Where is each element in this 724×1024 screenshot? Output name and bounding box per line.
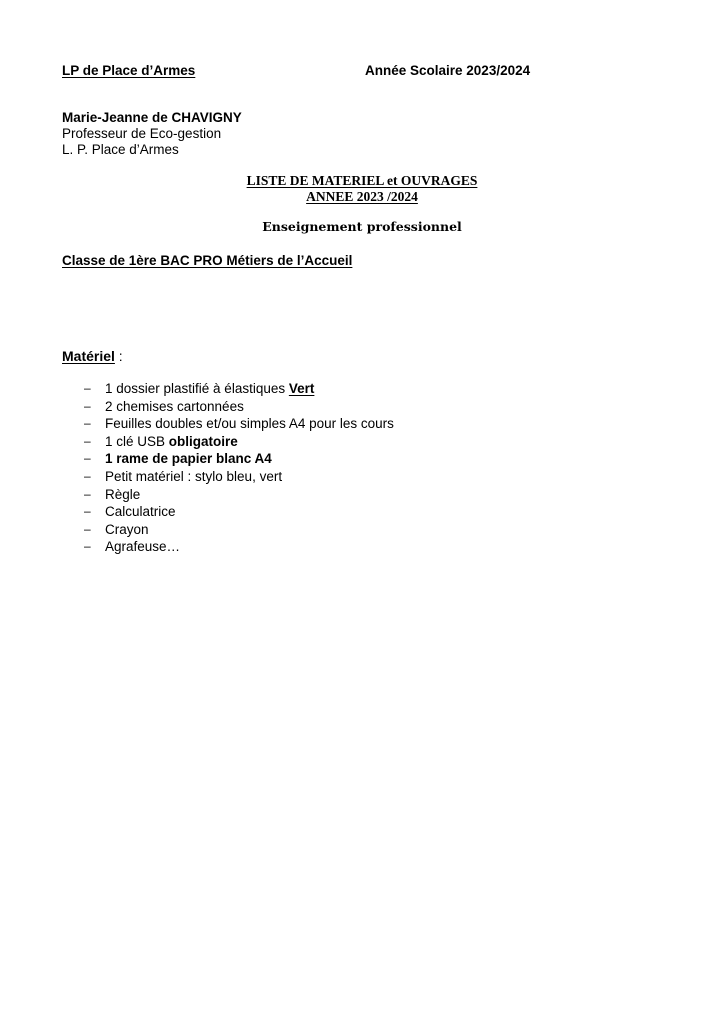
materiel-heading bbox=[62, 347, 123, 365]
document-subtitle-year: ANNEE 2023 /2024 bbox=[306, 189, 418, 204]
bullet-dash: – bbox=[84, 468, 91, 483]
class-line: Classe de 1ère BAC PRO Métiers de l’Accueil bbox=[62, 253, 353, 268]
bullet-dash: – bbox=[84, 433, 91, 448]
bullet-dash: – bbox=[84, 416, 91, 431]
list-item-text: 1 clé USB bbox=[105, 433, 169, 449]
list-item-emphasis: obligatoire bbox=[168, 433, 238, 449]
bullet-dash: – bbox=[84, 381, 91, 395]
author-name: Marie-Jeanne de CHAVIGNY bbox=[62, 110, 242, 125]
header-school: LP de Place d’Armes bbox=[62, 63, 196, 78]
list-item-text: Feuilles doubles et/ou simples A4 pour les cours bbox=[105, 416, 394, 432]
bullet-dash: – bbox=[84, 398, 91, 413]
list-item-text: 1 rame de papier blanc A4 bbox=[105, 451, 272, 467]
section-label: Enseignement professionnel bbox=[262, 219, 462, 234]
bullet-dash: – bbox=[84, 504, 91, 519]
materiel-heading-label: Matériel bbox=[62, 348, 115, 364]
bullet-dash: – bbox=[84, 521, 91, 536]
list-item-text: 1 dossier plastifié à élastiques bbox=[105, 381, 289, 396]
author-role: Professeur de Eco-gestion bbox=[62, 126, 222, 141]
list-item-text: Calculatrice bbox=[105, 504, 176, 520]
materiel-heading-colon: : bbox=[114, 348, 123, 364]
header-school-year: Année Scolaire 2023/2024 bbox=[365, 63, 531, 78]
bullet-dash: – bbox=[84, 486, 91, 501]
list-item-text: Petit matériel : stylo bleu, vert bbox=[105, 468, 283, 484]
list-item-text: 2 chemises cartonnées bbox=[105, 398, 244, 414]
list-item-text: Agrafeuse… bbox=[105, 539, 181, 555]
author-school: L. P. Place d’Armes bbox=[62, 142, 179, 157]
bullet-dash: – bbox=[84, 451, 91, 466]
document-title: LISTE DE MATERIEL et OUVRAGES bbox=[246, 173, 478, 188]
list-item-emphasis: Vert bbox=[288, 381, 315, 396]
list-item-text: Crayon bbox=[105, 521, 149, 537]
list-item-text: Règle bbox=[105, 486, 141, 502]
bullet-dash: – bbox=[84, 539, 91, 554]
